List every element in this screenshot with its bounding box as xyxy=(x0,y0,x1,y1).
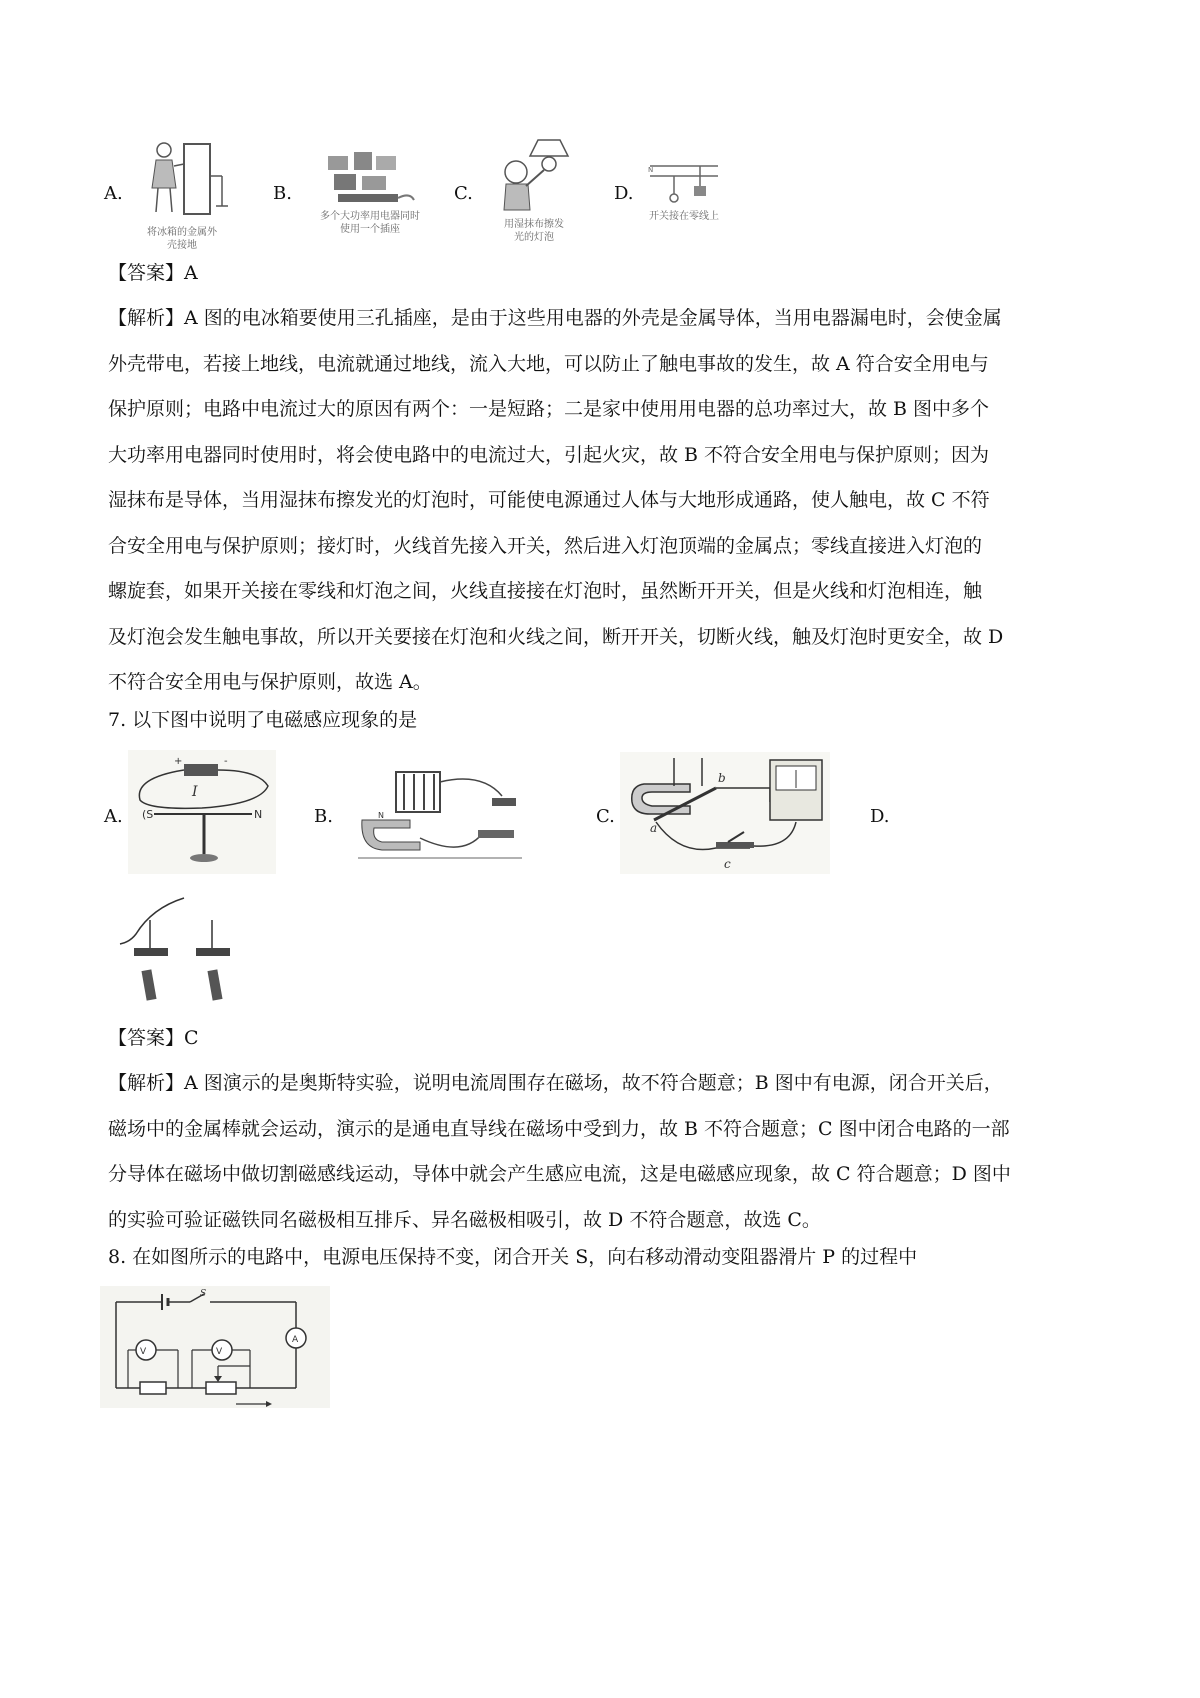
svg-text:A: A xyxy=(292,1335,299,1345)
analysis-line: 螺旋套，如果开关接在零线和灯泡之间，火线直接接在灯泡时，虽然断开开关，但是火线和灯泡相连，触 xyxy=(108,580,983,602)
analysis-line: 保护原则；电路中电流过大的原因有两个：一是短路；二是家中使用用电器的总功率过大，故 B 图中多个 xyxy=(108,398,990,420)
q7-option-b-label: B. xyxy=(314,806,333,827)
svg-text:V: V xyxy=(140,1347,147,1357)
svg-text:V: V xyxy=(216,1347,223,1357)
analysis-line: 的实验可验证磁铁同名磁极相互排斥、异名磁极相吸引，故 D 不符合题意，故选 C。 xyxy=(108,1208,821,1231)
q6-option-b-figure xyxy=(318,148,422,238)
q6-option-c-figure xyxy=(494,138,574,244)
q8-circuit-figure xyxy=(100,1286,330,1408)
q6-option-d-caption: 开关接在零线上 xyxy=(649,211,719,222)
overloaded-socket-illustration xyxy=(318,148,422,206)
svg-text:a: a xyxy=(650,821,658,835)
q7-option-d-figure xyxy=(112,894,246,1002)
q7-option-b-figure xyxy=(352,768,528,872)
circuit-diagram-illustration xyxy=(100,1286,330,1408)
svg-text:I: I xyxy=(192,784,198,800)
svg-text:c: c xyxy=(724,857,731,871)
analysis-line: 磁场中的金属棒就会运动，演示的是通电直导线在磁场中受到力，故 B 不符合题意；C 图中闭合电路的一部 xyxy=(108,1117,1010,1140)
q6-option-b-caption: 多个大功率用电器同时使用一个插座 xyxy=(320,211,420,235)
svg-text:N: N xyxy=(378,811,384,820)
q6-option-a-figure xyxy=(136,136,228,251)
q7-option-c-figure xyxy=(620,752,830,874)
analysis-line: 分导体在磁场中做切割磁感线运动，导体中就会产生感应电流，这是电磁感应现象，故 C 符合题意；D 图中 xyxy=(108,1163,1011,1185)
q6-option-c-label: C. xyxy=(454,183,473,204)
analysis-line: 【解析】A 图演示的是奥斯特实验，说明电流周围存在磁场，故不符合题意；B 图中有电源，闭合开关后， xyxy=(108,1072,1003,1094)
q6-option-b-label: B. xyxy=(273,183,292,204)
q7-answer: 【答案】C xyxy=(108,1027,199,1049)
q6-answer: 【答案】A xyxy=(108,262,198,284)
analysis-line: 合安全用电与保护原则；接灯时，火线首先接入开关，然后进入灯泡顶端的金属点；零线直接进入灯泡的 xyxy=(108,534,983,557)
q6-option-d-label: D. xyxy=(614,183,634,204)
oersted-experiment-illustration xyxy=(128,750,276,874)
svg-text:(S: (S xyxy=(142,808,154,821)
q8-question: 8. 在如图所示的电路中，电源电压保持不变，闭合开关 S，向右移动滑动变阻器滑片 P 的过程中 xyxy=(108,1246,918,1268)
q6-option-a-caption: 将冰箱的金属外壳接地 xyxy=(147,227,217,251)
analysis-line: 及灯泡会发生触电事故，所以开关要接在灯泡和火线之间，断开开关，切断火线，触及灯泡时更安全，故 D xyxy=(108,625,1004,648)
svg-text:b: b xyxy=(718,771,726,785)
magnet-poles-illustration xyxy=(112,894,246,1002)
svg-text:+: + xyxy=(174,756,183,767)
fridge-grounding-illustration xyxy=(136,136,228,222)
q6-analysis xyxy=(108,296,1108,706)
electromagnetic-induction-illustration xyxy=(620,752,830,874)
q7-analysis xyxy=(108,1061,1108,1243)
q7-option-a-label: A. xyxy=(104,806,123,827)
q7-option-c-label: C. xyxy=(596,806,615,827)
q7-option-a-figure xyxy=(128,750,276,874)
q6-option-a-label: A. xyxy=(104,183,123,204)
q6-option-d-figure xyxy=(646,156,722,236)
analysis-line: 湿抹布是导体，当用湿抹布擦发光的灯泡时，可能使电源通过人体与大地形成通路，使人触电，故 C 不符 xyxy=(108,489,990,511)
svg-text:N: N xyxy=(648,166,654,174)
q7-question: 7. 以下图中说明了电磁感应现象的是 xyxy=(108,709,418,731)
motor-effect-illustration xyxy=(352,768,528,872)
svg-text:S: S xyxy=(200,1289,207,1299)
analysis-line: 外壳带电，若接上地线，电流就通过地线，流入大地，可以防止了触电事故的发生，故 A 符合安全用电与 xyxy=(108,352,989,375)
q6-option-c-caption: 用湿抹布擦发光的灯泡 xyxy=(504,219,564,243)
analysis-line: 【解析】A 图的电冰箱要使用三孔插座，是由于这些用电器的外壳是金属导体，当用电器漏电时，会使金属 xyxy=(108,307,1002,329)
switch-on-neutral-illustration xyxy=(646,156,722,206)
wet-cloth-bulb-illustration xyxy=(494,138,574,214)
analysis-line: 大功率用电器同时使用时，将会使电路中的电流过大，引起火灾，故 B 不符合安全用电与保护原则；因为 xyxy=(108,443,990,466)
svg-text:-: - xyxy=(224,756,228,767)
svg-text:N: N xyxy=(254,808,263,821)
q7-option-d-label: D. xyxy=(870,806,890,827)
analysis-line: 不符合安全用电与保护原则，故选 A。 xyxy=(108,671,432,693)
